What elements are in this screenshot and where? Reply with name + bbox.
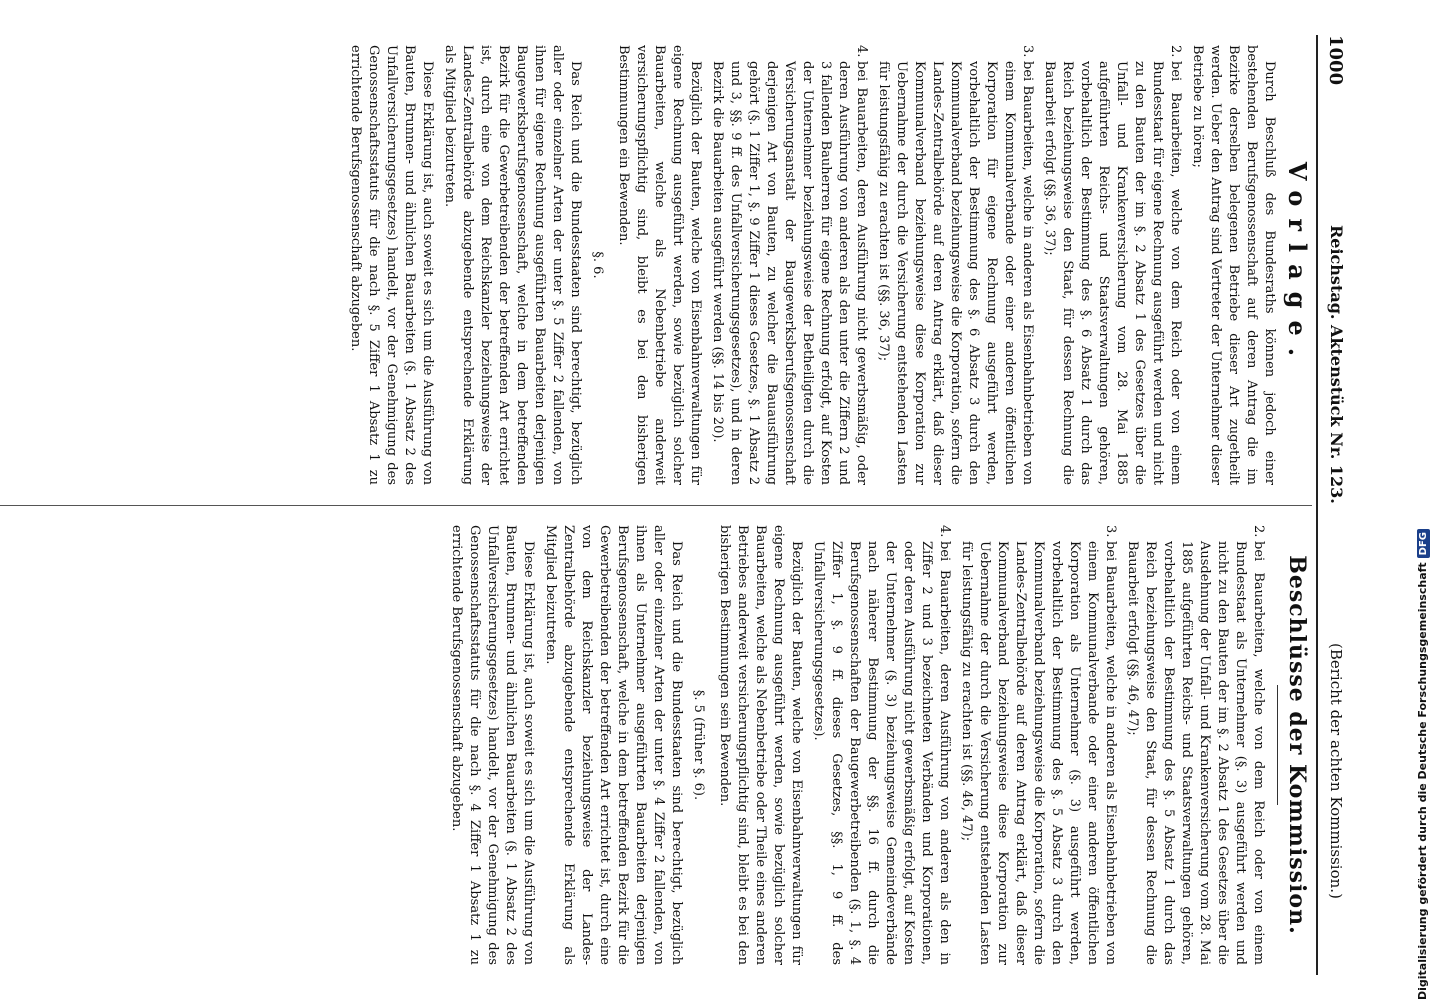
page-header [1320,35,1346,975]
digitization-credit [1416,529,1430,1000]
column-divider [0,505,1312,506]
section-heading: §. 5 (früher §. 6). [691,689,706,801]
item-text: bei Bauarbeiten, welche in anderen als Eisenbahnbetrieben von einem Kommunalverbande oder einer anderen öffentlichen Korporation als Unternehmer (§. 3) ausgeführt werden, vorbehaltlich der Bestimmung des §. 5 Absatz 3 durch den Kommunalverband beziehungsweise die Korporation, sofern die Landes-Zentralbehörde auf deren Antrag erklärt, daß dieser Kommunalverband beziehungsweise diese Korporation zur Uebernahme der durch die Versicherung entstehenden Lasten für leistungsfähig zu erachten ist (§§. 46, 47); [959,541,1118,965]
right-column-title: Beschlüsse der Kommission. [1284,555,1310,935]
item-text: bei Bauarbeiten, deren Ausführung von anderen als den in Ziffer 2 und 3 bezeichneten Verbänden und Korporationen, oder deren Ausführung nicht gewerbsmäßig erfolgt, auf Kosten der Unternehmer (§. 3) beziehungsweise Gemeindeverbände nach näherer Bestimmung der §§. 16 ff. durch die Berufsgenossenschaften der Baugewerbetreibenden (§. 1, §. 4 Ziffer 1, §. 9 ff. dieses Gesetzes, §§. 1, 9 ff. des Unfallversicherungsgesetzes). [811,541,952,965]
right-column [443,525,1310,965]
page-number: 1000 [1325,35,1346,86]
numbered-item [874,45,1036,485]
paragraph: Durch Beschluß des Bundesraths können jedoch einer bestehenden Berufsgenossenschaft auf deren Antrag die im Bezirke derselben belegenen Betriebe dieser Art zugetheilt werden. Ueber den Antrag sind Vertreter der Unternehmer dieser Betriebe zu hören; [1190,45,1277,485]
item-text: bei Bauarbeiten, welche von dem Reich oder von einem Bundesstaat als Unternehmer (§. 3) ausgeführt werden und nicht zu den Bauten der im §. 2 Absatz 1 des Gesetzes über die Ausdehnung der Unfall- und Krankenversicherung vom 28. Mai 1885 aufgeführten Reichs- und Staatsverwaltungen gehören, vorbehaltlich der Bestimmung des §. 5 Absatz 1 durch das Reich beziehungsweise den Staat, für dessen Rechnung die Bauarbeit erfolgt (§§. 46, 47); [1125,541,1266,965]
item-number: 2. [1168,45,1183,58]
paragraph: Diese Erklärung ist, auch soweit es sich um die Ausführung von Bauten, Brunnen- und ähnlichen Bauarbeiten (§. 1 Absatz 2 des Unfallversicherungsgesetzes) handelt, vor der Genehmigung des Genossenschaftsstatuts für die nach §. 4 Ziffer 1 Absatz 1 zu errichtende Berufsgenossenschaft abzugeben. [449,525,536,965]
paragraph: Das Reich und die Bundesstaaten sind berechtigt, bezüglich aller oder einzelner Arten der unter §. 4 Ziffer 2 fallenden, von ihnen als Unternehmer ausgeführten Bauarbeiten derjenigen Berufsgenossenschaft, welche in dem betreffenden Bezirk für die Gewerbetreibenden der betreffenden Art errichtet ist, durch eine von dem Reichskanzler beziehungsweise der Landes-Zentralbehörde abzugebende entsprechende Erklärung als Mitglied beizutreten. [543,525,684,965]
item-number: 4. [854,45,869,58]
item-text: bei Bauarbeiten, welche in anderen als Eisenbahnbetrieben von einem Kommunalverbande oder einer anderen öffentlichen Korporation für eigene Rechnung ausgeführt werden, vorbehaltlich der Bestimmung des §. 6 Absatz 3 durch den Kommunalverband beziehungsweise die Korporation, sofern die Landes-Zentralbehörde auf deren Antrag erklärt, daß dieser Kommunalverband beziehungsweise diese Korporation zur Uebernahme der durch die Versicherung entstehenden Lasten für leistungsfähig zu erachten ist (§§. 36, 37); [876,61,1035,485]
item-number: 2. [1251,525,1266,538]
left-column [342,45,1310,485]
numbered-item [708,45,870,485]
dfg-logo: DFG [1417,529,1430,558]
item-number: 3. [1020,45,1035,58]
title-rule [1277,685,1278,805]
numbered-item [1123,525,1267,965]
item-text: bei Bauarbeiten, deren Ausführung nicht gewerbsmäßig, oder deren Ausführung von anderen als den unter die Ziffern 2 und 3 fallenden Bauherren für eigene Rechnung erfolgt, auf Kosten der Unternehmer beziehungsweise der Betheiligten durch die Versicherungsanstalt der Baugewerksberufsgenossenschaft derjenigen Art von Bauten, zu welcher die Bauausführung gehört (§. 1 Ziffer 1, §. 9 Ziffer 1 dieses Gesetzes, §. 1 Absatz 2 und 3, §§. 9 ff. des Unfallversicherungsgesetzes), und in deren Bezirk die Bauarbeiten ausgeführt werden (§§. 14 bis 20). [710,61,869,485]
item-number: 4. [937,525,952,538]
item-text: bei Bauarbeiten, welche von dem Reich oder von einem Bundesstaat für eigene Rechnung ausgeführt werden und nicht zu den Bauten der im §. 2 Absatz 1 des Gesetzes über die Unfall- und Krankenversicherung vom 28. Mai 1885 aufgeführten Reichs- und Staatsverwaltungen gehören, vorbehaltlich der Bestimmung des §. 6 Absatz 1 durch das Reich beziehungsweise den Staat, für dessen Rechnung die Bauarbeit erfolgt (§§. 36, 37); [1042,61,1183,485]
paragraph: Das Reich und die Bundesstaaten sind berechtigt, bezüglich aller oder einzelner Arten der unter §. 5 Ziffer 2 fallenden, von ihnen für eigene Rechnung ausgeführten Bauarbeiten derjenigen Baugewerksberufsgenossenschaft, welche in dem betreffenden Bezirk für die Gewerbetreibenden der betreffenden Art errichtet ist, durch eine von dem Reichskanzler beziehungsweise der Landes-Zentralbehörde abzugebende entsprechende Erklärung als Mitglied beizutreten. [442,45,583,485]
paragraph: Diese Erklärung ist, auch soweit es sich um die Ausführung von Bauten, Brunnen- und ähnlichen Bauarbeiten (§. 1 Absatz 2 des Unfallversicherungsgesetzes) handelt, vor der Genehmigung des Genossenschaftsstatuts für die nach §. 5 Ziffer 1 Absatz 1 zu errichtende Berufsgenossenschaft abzugeben. [348,45,435,485]
numbered-item [1040,45,1184,485]
paragraph: Bezüglich der Bauten, welche von Eisenbahnverwaltungen für eigene Rechnung ausgeführt werden, sowie bezüglich solcher Bauarbeiten, welche als Nebenbetriebe oder Theile eines anderen Betriebes anderweit versicherungspflichtig sind, bleibt es bei den bisherigen Bestimmungen sein Bewenden. [717,525,804,965]
header-center-text: Reichstag. Aktenstück Nr. 123. [1327,225,1346,504]
numbered-item [957,525,1119,965]
credit-text: Digitalisierung gefördert durch die Deutsche Forschungsgemeinschaft [1416,562,1429,1000]
numbered-item [809,525,953,965]
item-number: 3. [1103,525,1118,538]
section-heading: §. 6. [590,251,605,279]
header-right-text: (Bericht der achten Kommission.) [1327,643,1345,899]
left-column-title: Vorlage. [1283,161,1312,369]
rotated-page [0,25,1352,985]
paragraph: Bezüglich der Bauten, welche von Eisenbahnverwaltungen für eigene Rechnung ausgeführt werden, sowie bezüglich solcher Bauarbeiten, welche als Nebenbetriebe anderweit versicherungspflichtig sind, bleibt es bei den bisherigen Bestimmungen ein Bewenden. [616,45,703,485]
header-rule [1316,35,1318,975]
